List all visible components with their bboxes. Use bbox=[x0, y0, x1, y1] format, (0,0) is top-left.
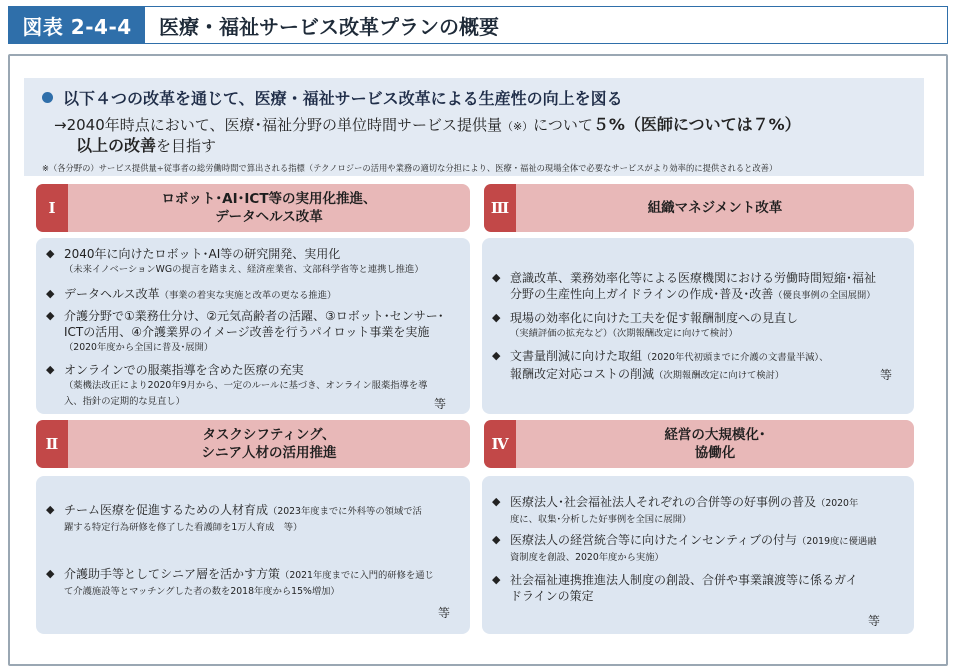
item-main: 現場の効率化に向けた工夫を促す報酬制度への見直し bbox=[510, 311, 799, 325]
summary-headline-text: 以下４つの改革を通じて、医療・福祉サービス改革による生産性の向上を図る bbox=[63, 89, 623, 108]
item-sub: 度に、収集･分析した好事例を全国に展開） bbox=[510, 514, 692, 525]
item-main: 医療法人の経営統合等に向けたインセンティブの付与 bbox=[510, 533, 798, 547]
list-item bbox=[492, 348, 906, 384]
item-main: 介護分野で①業務仕分け、②元気高齢者の活躍、③ロボット･センサー･ bbox=[64, 309, 444, 323]
section-2-box bbox=[36, 476, 470, 634]
summary-goal-line bbox=[54, 112, 801, 135]
list-item bbox=[46, 566, 462, 600]
list-item bbox=[46, 286, 462, 304]
item-sub: （2020年度から全国に普及･展開） bbox=[64, 342, 214, 353]
summary-headline bbox=[42, 86, 623, 109]
item-sub: て介護施設等とマッチングした者の数を2018年度から15%増加） bbox=[64, 586, 340, 597]
item-sub: （2019度に優遇融 bbox=[797, 536, 877, 547]
item-sub: （事業の着実な実施と改革の更なる推進） bbox=[159, 290, 337, 301]
list-item bbox=[492, 310, 906, 342]
item-sub: （2020年 bbox=[816, 498, 859, 509]
diamond-bullet-icon: ◆ bbox=[46, 503, 55, 516]
item-main: 介護助手等としてシニア層を活かす方策 bbox=[64, 567, 281, 581]
diamond-bullet-icon: ◆ bbox=[492, 349, 501, 362]
item-main: ICTの活用、④介護業界のイメージ改善を行うパイロット事業を実施 bbox=[64, 325, 430, 339]
section-3-number: Ⅲ bbox=[484, 184, 516, 232]
section-4-title-line1: 経営の大規模化･ bbox=[664, 427, 766, 443]
section-4-header bbox=[484, 420, 914, 468]
goal-text-a: →2040年時点において、医療･福祉分野の単位時間サービス提供量 bbox=[54, 116, 502, 134]
item-sub: （2023年度までに外科等の領域で活 bbox=[268, 506, 422, 517]
goal-note-mark: （※） bbox=[501, 120, 534, 133]
etc-label: 等 bbox=[434, 397, 447, 411]
item-sub: （薬機法改正により2020年9月から、一定のルールに基づき、オンライン服薬指導を導 bbox=[64, 380, 428, 391]
diamond-bullet-icon: ◆ bbox=[492, 271, 501, 284]
diamond-bullet-icon: ◆ bbox=[46, 309, 55, 322]
section-4-title-line2: 協働化 bbox=[694, 445, 736, 461]
etc-label: 等 bbox=[438, 606, 451, 620]
list-item bbox=[46, 502, 462, 536]
section-1-header bbox=[36, 184, 470, 232]
diamond-bullet-icon: ◆ bbox=[46, 247, 55, 260]
item-sub: （未来イノベーションWGの提言を踏まえ、経済産業省、文部科学省等と連携し推進） bbox=[64, 264, 424, 275]
diamond-bullet-icon: ◆ bbox=[492, 495, 501, 508]
goal-text-c: を目指す bbox=[156, 137, 217, 155]
bullet-dot-icon bbox=[42, 92, 53, 103]
etc-label: 等 bbox=[880, 368, 893, 382]
item-sub: 資制度を創設、2020年度から実施） bbox=[510, 552, 664, 563]
section-1-number: Ⅰ bbox=[36, 184, 68, 232]
summary-goal-line-2 bbox=[76, 133, 216, 156]
goal-text-b: について bbox=[533, 116, 593, 134]
section-2-title-line1: タスクシフティング、 bbox=[202, 427, 336, 443]
section-1-title-line2: データヘルス改革 bbox=[215, 209, 323, 225]
section-3-header bbox=[484, 184, 914, 232]
section-1-box bbox=[36, 238, 470, 414]
item-sub: 入、指針の定期的な見直し） bbox=[64, 396, 185, 407]
diamond-bullet-icon: ◆ bbox=[46, 363, 55, 376]
list-item bbox=[492, 572, 906, 604]
page-title: 医療・福祉サービス改革プランの概要 bbox=[159, 14, 499, 39]
diamond-bullet-icon: ◆ bbox=[46, 287, 55, 300]
item-main: オンラインでの服薬指導を含めた医療の充実 bbox=[64, 363, 304, 377]
section-2-header bbox=[36, 420, 470, 468]
diamond-bullet-icon: ◆ bbox=[492, 533, 501, 546]
item-main: チーム医療を促進するための人材育成 bbox=[64, 503, 269, 517]
section-2-title-line2: シニア人材の活用推進 bbox=[201, 445, 337, 461]
list-item bbox=[492, 494, 906, 528]
list-item bbox=[46, 246, 462, 278]
item-main: 医療法人･社会福祉法人それぞれの合併等の好事例の普及 bbox=[510, 495, 817, 509]
section-1-title-line1: ロボット･AI･ICT等の実用化推進、 bbox=[161, 191, 377, 207]
summary-panel bbox=[24, 78, 924, 176]
diamond-bullet-icon: ◆ bbox=[492, 573, 501, 586]
item-main: 報酬改定対応コストの削減 bbox=[510, 367, 655, 381]
section-2-title bbox=[68, 426, 470, 462]
figure-header bbox=[8, 6, 948, 44]
item-main: 文書量削減に向けた取組 bbox=[510, 349, 643, 363]
diamond-bullet-icon: ◆ bbox=[46, 567, 55, 580]
item-main: 2040年に向けたロボット･AI等の研究開発、実用化 bbox=[64, 247, 341, 261]
goal-percent: ５%（医師については７%） bbox=[592, 115, 801, 134]
item-sub: （2020年代初頭までに介護の文書量半減）、 bbox=[642, 352, 829, 363]
section-4-number: Ⅳ bbox=[484, 420, 516, 468]
item-main: 社会福祉連携推進法人制度の創設、合併や事業譲渡等に係るガイ bbox=[510, 573, 858, 587]
item-sub: （次期報酬改定に向けて検討） bbox=[654, 370, 785, 381]
item-sub: 躍する特定行為研修を修了した看護師を1万人育成 等） bbox=[64, 522, 303, 533]
item-sub: （優良事例の全国展開） bbox=[773, 290, 876, 301]
item-main: ドラインの策定 bbox=[510, 589, 594, 603]
section-1-title bbox=[68, 190, 470, 226]
diamond-bullet-icon: ◆ bbox=[492, 311, 501, 324]
list-item bbox=[492, 532, 906, 566]
item-sub: （2021年度までに入門的研修を通じ bbox=[280, 570, 434, 581]
summary-footnote: ※（各分野の）サービス提供量÷従事者の総労働時間で算出される指標（テクノロジーの活用や業務の適切な分担により、医療・福祉の現場全体で必要なサービスがより効率的に提供されると改善） bbox=[42, 163, 778, 173]
section-3-box bbox=[482, 238, 914, 414]
item-main: 分野の生産性向上ガイドラインの作成･普及･改善 bbox=[510, 287, 774, 301]
goal-improvement: 以上の改善 bbox=[76, 136, 157, 155]
item-sub: （実績評価の拡充など）（次期報酬改定に向けて検討） bbox=[510, 328, 738, 339]
list-item bbox=[46, 308, 462, 356]
item-main: 意識改革、業務効率化等による医療機関における労働時間短縮･福祉 bbox=[510, 271, 877, 285]
figure-label: 図表 2-4-4 bbox=[9, 7, 145, 43]
list-item bbox=[492, 270, 906, 304]
list-item bbox=[46, 362, 462, 410]
section-4-box bbox=[482, 476, 914, 634]
etc-label: 等 bbox=[868, 614, 881, 628]
section-4-title bbox=[516, 426, 914, 462]
section-3-title: 組織マネジメント改革 bbox=[647, 200, 783, 216]
section-2-number: Ⅱ bbox=[36, 420, 68, 468]
item-main: データヘルス改革 bbox=[64, 287, 160, 301]
